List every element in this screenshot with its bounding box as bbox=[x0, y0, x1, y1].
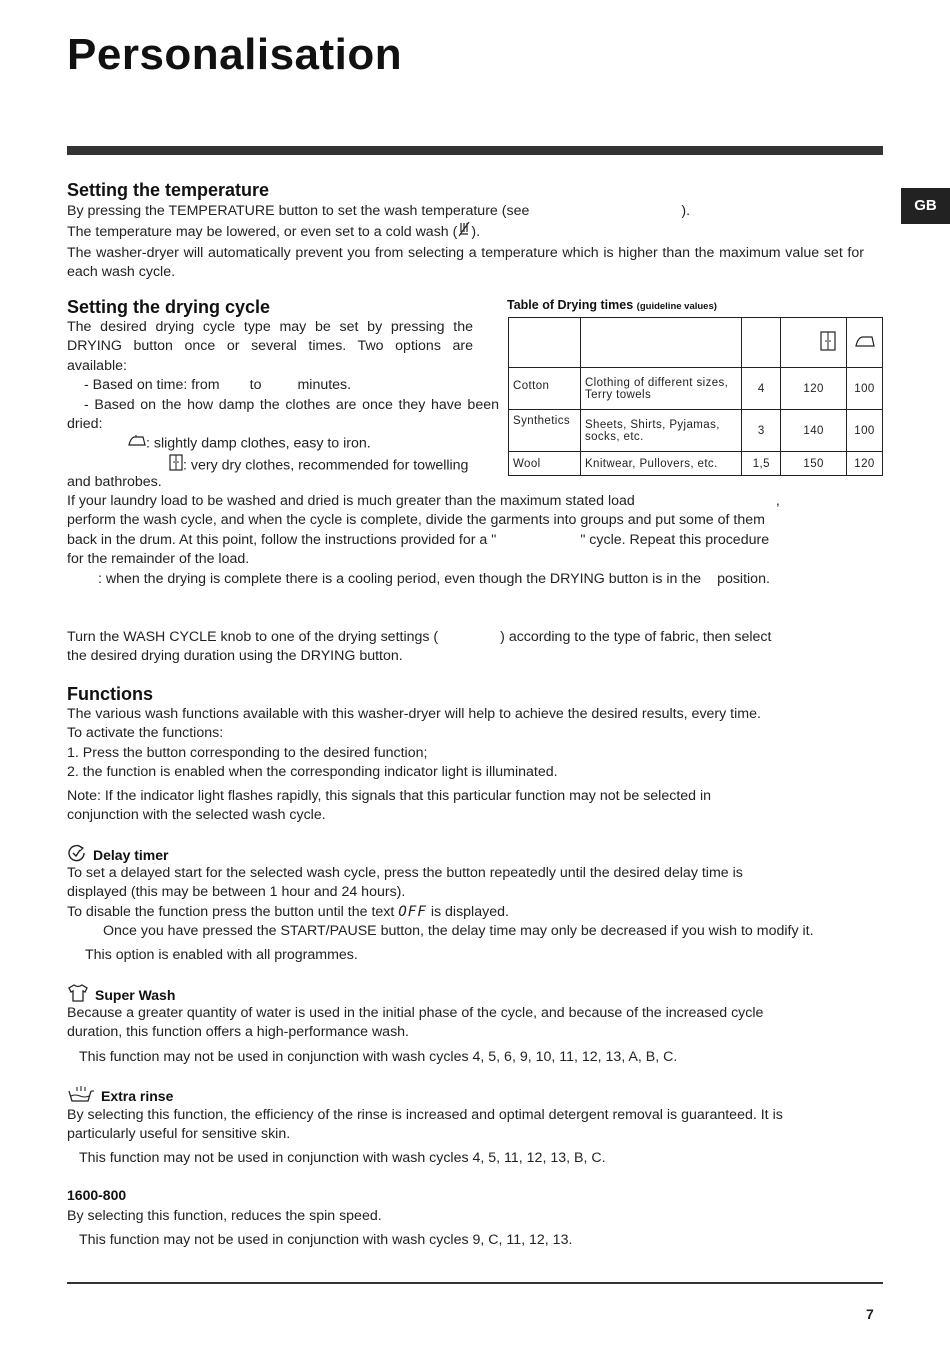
drying-cupboard-text-2: and bathrobes. bbox=[67, 474, 162, 490]
drying-intro: The desired drying cycle type may be set by pressing the DRYING button once or several times. Two options are available: bbox=[67, 319, 473, 374]
drying-times-table bbox=[508, 317, 883, 476]
drying-time-text-b: to bbox=[249, 377, 262, 393]
functions-note bbox=[67, 787, 711, 826]
drying-knob-line-2: the desired drying duration using the DRYING button. bbox=[67, 648, 403, 665]
table-cell-items: Sheets, Shirts, Pyjamas, socks, etc. bbox=[580, 410, 741, 452]
functions-line-4: 2. the function is enabled when the corresponding indicator light is illuminated. bbox=[67, 764, 558, 781]
table-cell-items: Knitwear, Pullovers, etc. bbox=[580, 452, 741, 476]
footer-divider bbox=[67, 1282, 883, 1284]
extra-rinse-body bbox=[67, 1106, 783, 1145]
extra-rinse-line-3: This function may not be used in conjunction with wash cycles 4, 5, 11, 12, 13, B, C. bbox=[79, 1150, 606, 1166]
super-wash-heading bbox=[67, 984, 175, 1005]
table-header-cell bbox=[509, 318, 581, 368]
extra-rinse-line-2: particularly useful for sensitive skin. bbox=[67, 1126, 291, 1143]
table-header-cell bbox=[847, 318, 883, 368]
drying-table-caption bbox=[507, 298, 717, 312]
delay-timer-text-3b: is displayed. bbox=[430, 903, 509, 920]
drying-knob-line-1 bbox=[67, 628, 771, 647]
drying-load-line-4: for the remainder of the load. bbox=[67, 551, 250, 568]
extra-rinse-line-1: By selecting this function, the efficiency of the rinse is increased and optimal detergent removal is guaranteed. It is bbox=[67, 1107, 783, 1123]
temperature-text-1b: ). bbox=[681, 203, 691, 219]
functions-line-1: The various wash functions available with this washer-dryer will help to achieve the desired results, every time. bbox=[67, 706, 761, 722]
table-row bbox=[509, 452, 883, 476]
temperature-para-2: The washer-dryer will automatically prevent you from selecting a temperature which is higher than the maximum value set for each wash cycle. bbox=[67, 244, 864, 281]
drying-iron-option bbox=[128, 434, 371, 454]
functions-line-2: To activate the functions: bbox=[67, 725, 224, 742]
super-wash-title: Super Wash bbox=[95, 986, 176, 1003]
table-cell-fabric: Wool bbox=[509, 452, 581, 476]
delay-timer-line-2: displayed (this may be between 1 hour and 24 hours). bbox=[67, 884, 406, 901]
drying-load-paragraph bbox=[67, 492, 868, 570]
functions-note-line-1: Note: If the indicator light flashes rapidly, this signals that this particular function may not be selected in bbox=[67, 788, 712, 804]
off-display-text: OFF bbox=[398, 903, 427, 920]
super-wash-line-1: Because a greater quantity of water is used in the initial phase of the cycle, and because of the increased cycle bbox=[67, 1005, 764, 1021]
temperature-text-1a: By pressing the TEMPERATURE button to set the wash temperature (see bbox=[67, 203, 530, 219]
table-cell-load: 4 bbox=[742, 368, 781, 410]
functions-intro bbox=[67, 705, 761, 783]
table-cell-fabric: Synthetics bbox=[509, 410, 581, 452]
delay-timer-heading bbox=[67, 844, 168, 865]
page-title: Personalisation bbox=[67, 30, 403, 79]
temperature-line-2 bbox=[67, 221, 864, 243]
temperature-section bbox=[67, 202, 864, 283]
delay-timer-icon bbox=[67, 844, 87, 865]
drying-time-text-a: - Based on time: from bbox=[84, 377, 220, 393]
cupboard-dry-icon bbox=[169, 454, 183, 477]
table-cell-iron: 120 bbox=[847, 452, 883, 476]
spin-line-1: By selecting this function, reduces the spin speed. bbox=[67, 1208, 382, 1224]
drying-load-line-3 bbox=[67, 531, 868, 550]
table-cell-load: 1,5 bbox=[742, 452, 781, 476]
table-cell-load: 3 bbox=[742, 410, 781, 452]
drying-table-caption-note: (guideline values) bbox=[636, 301, 717, 312]
drying-cooling-note bbox=[98, 570, 770, 589]
table-cell-iron: 100 bbox=[847, 368, 883, 410]
delay-timer-text-3a: To disable the function press the button until the text bbox=[67, 903, 395, 920]
table-header-cell bbox=[781, 318, 847, 368]
table-cell-iron: 100 bbox=[847, 410, 883, 452]
table-header-row bbox=[509, 318, 883, 368]
language-tab: GB bbox=[901, 188, 950, 224]
delay-timer-line-4: Once you have pressed the START/PAUSE button, the delay time may only be decreased if you wish to modify it. bbox=[103, 923, 814, 939]
table-row bbox=[509, 368, 883, 410]
table-row bbox=[509, 410, 883, 452]
functions-line-3: 1. Press the button corresponding to the desired function; bbox=[67, 744, 428, 761]
drying-knob-text-1a: Turn the WASH CYCLE knob to one of the drying settings ( bbox=[67, 629, 439, 645]
functions-heading: Functions bbox=[67, 684, 153, 704]
super-wash-line-3: This function may not be used in conjunction with wash cycles 4, 5, 6, 9, 10, 11, 12, 13, A, B, C. bbox=[79, 1049, 678, 1065]
extra-rinse-title: Extra rinse bbox=[101, 1087, 174, 1104]
drying-note-text-a: : when the drying is complete there is a cooling period, even though the DRYING button is in the bbox=[98, 571, 702, 587]
drying-time-text-c: minutes. bbox=[297, 377, 352, 393]
table-header-cell bbox=[742, 318, 781, 368]
table-cell-cupboard: 140 bbox=[781, 410, 847, 452]
temperature-text-2b: ). bbox=[471, 224, 481, 241]
drying-note-text-b: position. bbox=[717, 571, 770, 587]
drying-option-time bbox=[84, 376, 351, 395]
iron-icon bbox=[128, 434, 146, 453]
drying-load-text-3b: " cycle. Repeat this procedure bbox=[580, 531, 770, 548]
drying-load-line-1 bbox=[67, 492, 868, 511]
temperature-line-1 bbox=[67, 202, 864, 221]
drying-load-text-1b: , bbox=[775, 493, 780, 509]
table-cell-cupboard: 150 bbox=[781, 452, 847, 476]
spin-heading: 1600-800 bbox=[67, 1187, 127, 1203]
drying-cupboard-option bbox=[169, 454, 468, 477]
drying-iron-text: : slightly damp clothes, easy to iron. bbox=[146, 435, 371, 452]
delay-timer-line-3 bbox=[67, 903, 743, 922]
table-cell-cupboard: 120 bbox=[781, 368, 847, 410]
super-wash-icon bbox=[67, 984, 89, 1005]
drying-cupboard-text: : very dry clothes, recommended for towelling bbox=[183, 457, 469, 474]
cold-wash-icon bbox=[457, 221, 471, 243]
functions-note-line-2: conjunction with the selected wash cycle. bbox=[67, 807, 326, 824]
extra-rinse-icon bbox=[67, 1085, 95, 1106]
drying-load-text-1a: If your laundry load to be washed and dried is much greater than the maximum stated load bbox=[67, 493, 635, 509]
delay-timer-line-5: This option is enabled with all programmes. bbox=[85, 947, 358, 963]
iron-icon bbox=[855, 335, 875, 351]
temperature-text-2a: The temperature may be lowered, or even set to a cold wash ( bbox=[67, 224, 458, 241]
drying-option-damp: - Based on the how damp the clothes are once they have been dried: bbox=[67, 397, 499, 433]
title-divider bbox=[67, 146, 883, 155]
super-wash-body bbox=[67, 1004, 763, 1043]
page-number: 7 bbox=[866, 1306, 874, 1322]
drying-knob-paragraph bbox=[67, 628, 771, 667]
drying-load-text-3a: back in the drum. At this point, follow the instructions provided for a " bbox=[67, 531, 497, 548]
spin-line-2: This function may not be used in conjunction with wash cycles 9, C, 11, 12, 13. bbox=[79, 1232, 573, 1248]
table-header-cell bbox=[580, 318, 741, 368]
cupboard-dry-icon bbox=[820, 331, 836, 354]
table-cell-fabric: Cotton bbox=[509, 368, 581, 410]
drying-load-line-2: perform the wash cycle, and when the cycle is complete, divide the garments into groups and put some of them bbox=[67, 512, 765, 529]
table-cell-items: Clothing of different sizes, Terry towels bbox=[580, 368, 741, 410]
drying-knob-text-1b: ) according to the type of fabric, then select bbox=[500, 629, 772, 645]
temperature-heading: Setting the temperature bbox=[67, 180, 270, 200]
super-wash-line-2: duration, this function offers a high-performance wash. bbox=[67, 1024, 410, 1041]
extra-rinse-heading bbox=[67, 1085, 173, 1106]
delay-timer-title: Delay timer bbox=[93, 846, 169, 863]
drying-heading: Setting the drying cycle bbox=[67, 297, 271, 317]
drying-table-caption-text: Table of Drying times bbox=[507, 298, 634, 312]
delay-timer-body bbox=[67, 864, 743, 922]
delay-timer-line-1: To set a delayed start for the selected wash cycle, press the button repeatedly until the desired delay time is bbox=[67, 865, 743, 881]
